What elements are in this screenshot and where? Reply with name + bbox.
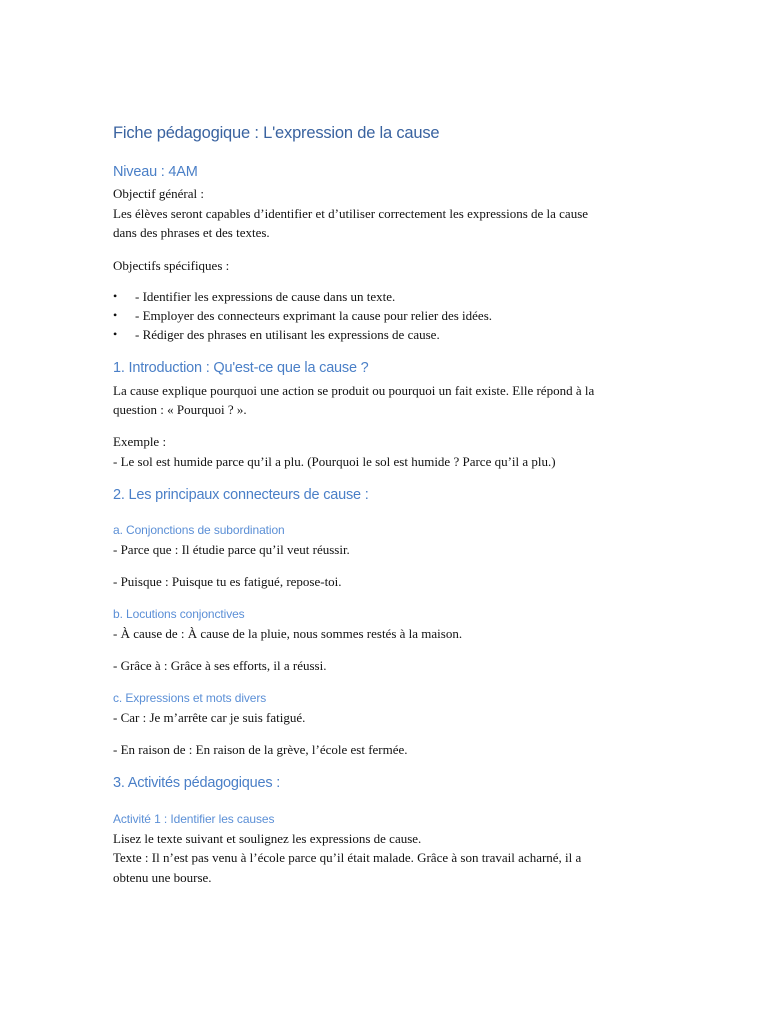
subsection-c-item-2: - En raison de : En raison de la grève, l’école est fermée. <box>113 742 408 757</box>
section-1-line-1: La cause explique pourquoi une action se produit ou pourquoi un fait existe. Elle répond à la <box>113 383 595 398</box>
exemple-text: - Le sol est humide parce qu’il a plu. (Pourquoi le sol est humide ? Parce qu’il a plu.) <box>113 454 556 469</box>
objectif-general-line-1: Les élèves seront capables d’identifier et d’utiliser correctement les expressions de la cause <box>113 206 589 221</box>
bullet-icon: • <box>113 327 118 341</box>
subsection-a-heading: a. Conjonctions de subordination <box>113 523 285 537</box>
subsection-c-heading: c. Expressions et mots divers <box>113 691 267 705</box>
bullet-icon: • <box>113 308 118 322</box>
subsection-b-item-1: - À cause de : À cause de la pluie, nous sommes restés à la maison. <box>113 626 463 641</box>
bullet-icon: • <box>113 289 118 303</box>
exemple-label: Exemple : <box>113 434 167 449</box>
section-3-heading: 3. Activités pédagogiques : <box>113 775 281 791</box>
objectifs-specifiques-label: Objectifs spécifiques : <box>113 258 230 273</box>
subsection-b-heading: b. Locutions conjonctives <box>113 607 245 621</box>
document-title: Fiche pédagogique : L'expression de la cause <box>113 124 440 142</box>
activite-1-line-1: Lisez le texte suivant et soulignez les expressions de cause. <box>113 831 422 846</box>
objectif-general-line-2: dans des phrases et des textes. <box>113 225 270 240</box>
objectif-general-label: Objectif général : <box>113 186 204 201</box>
subsection-a-item-1: - Parce que : Il étudie parce qu’il veut réussir. <box>113 542 350 557</box>
subsection-b-item-2: - Grâce à : Grâce à ses efforts, il a réussi. <box>113 658 327 673</box>
list-item-text: - Rédiger des phrases en utilisant les expressions de cause. <box>135 327 440 342</box>
activite-1-heading: Activité 1 : Identifier les causes <box>113 812 275 826</box>
section-2-heading: 2. Les principaux connecteurs de cause : <box>113 487 369 503</box>
list-item-text: - Employer des connecteurs exprimant la cause pour relier des idées. <box>135 308 492 323</box>
list-item-text: - Identifier les expressions de cause dans un texte. <box>135 289 396 304</box>
subsection-a-item-2: - Puisque : Puisque tu es fatigué, repose-toi. <box>113 574 342 589</box>
activite-1-line-3: obtenu une bourse. <box>113 870 212 885</box>
section-1-heading: 1. Introduction : Qu'est-ce que la cause ? <box>113 360 369 376</box>
niveau-heading: Niveau : 4AM <box>113 164 198 180</box>
subsection-c-item-1: - Car : Je m’arrête car je suis fatigué. <box>113 710 306 725</box>
activite-1-line-2: Texte : Il n’est pas venu à l’école parce qu’il était malade. Grâce à son travail acharné, il a <box>113 850 582 865</box>
section-1-line-2: question : « Pourquoi ? ». <box>113 402 247 417</box>
